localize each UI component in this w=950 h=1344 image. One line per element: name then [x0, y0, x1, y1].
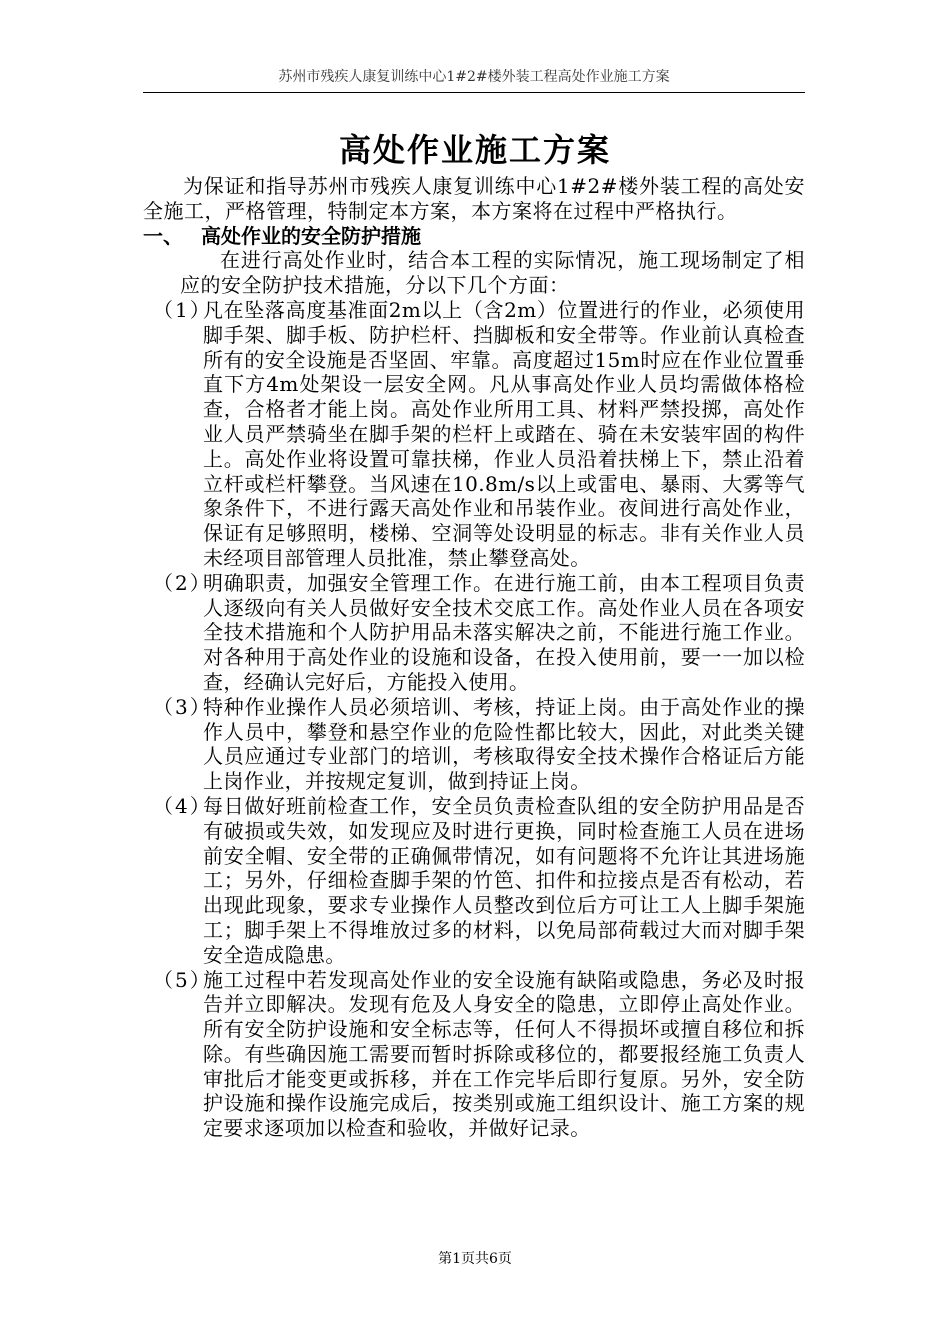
- section-number: 一、: [143, 223, 183, 248]
- item-marker: （5）: [153, 967, 212, 992]
- list-item: [143, 571, 805, 695]
- document-body: [143, 174, 805, 1141]
- page-header: 苏州市残疾人康复训练中心1#2#楼外装工程高处作业施工方案: [143, 66, 805, 93]
- item-text: 凡在坠落高度基准面2m以上（含2m）位置进行的作业，必须使用脚手架、脚手板、防护栏杆、挡脚板和安全带等。作业前认真检查所有的安全设施是否坚固、牢靠。高度超过15m时应在作业位置垂直下方4m处架设一层安全网。凡从事高处作业人员均需做体格检查，合格者才能上岗。高处作业所用工具、材料严禁投掷，高处作业人员严禁骑坐在脚手架的栏杆上或踏在、骑在未安装牢固的构件上。高处作业将设置可靠扶梯，作业人员沿着扶梯上下，禁止沿着立杆或栏杆攀登。当风速在10.8m/s以上或雷电、暴雨、大雾等气象条件下，不进行露天高处作业和吊装作业。夜间进行高处作业，保证有足够照明，楼梯、空洞等处设明显的标志。非有关作业人员未经项目部管理人员批准，禁止攀登高处。: [203, 297, 805, 570]
- item-text: 明确职责，加强安全管理工作。在进行施工前，由本工程项目负责人逐级向有关人员做好安全技术交底工作。高处作业人员在各项安全技术措施和个人防护用品未落实解决之前，不能进行施工作业。对各种用于高处作业的设施和设备，在投入使用前，要一一加以检查，经确认完好后，方能投入使用。: [203, 570, 805, 694]
- intro-paragraph: 为保证和指导苏州市残疾人康复训练中心1#2#楼外装工程的高处安全施工，严格管理，特制定本方案，本方案将在过程中严格执行。: [143, 174, 805, 223]
- list-item: [143, 794, 805, 968]
- list-item: [143, 298, 805, 571]
- item-text: 每日做好班前检查工作，安全员负责检查队组的安全防护用品是否有破损或失效，如发现应及时进行更换，同时检查施工人员在进场前安全帽、安全带的正确佩带情况，如有问题将不允许让其进场施工；另外，仔细检查脚手架的竹笆、扣件和拉接点是否有松动，若出现此现象，要求专业操作人员整改到位后方可让工人上脚手架施工；脚手架上不得堆放过多的材料，以免局部荷载过大而对脚手架安全造成隐患。: [203, 793, 805, 967]
- section-intro: 在进行高处作业时，结合本工程的实际情况，施工现场制定了相应的安全防护技术措施，分以下几个方面：: [180, 248, 805, 298]
- page-footer: 第1页共6页: [438, 1251, 512, 1267]
- section-title: 高处作业的安全防护措施: [201, 223, 421, 248]
- list-item: [143, 968, 805, 1142]
- item-marker: （1）: [153, 297, 212, 322]
- item-text: 特种作业操作人员必须培训、考核，持证上岗。由于高处作业的操作人员中，攀登和悬空作业的危险性都比较大，因此，对此类关键人员应通过专业部门的培训，考核取得安全技术操作合格证后方能上岗作业，并按规定复训，做到持证上岗。: [203, 694, 805, 794]
- list-item: [143, 695, 805, 794]
- item-marker: （2）: [153, 570, 212, 595]
- item-marker: （3）: [153, 694, 212, 719]
- item-marker: （4）: [153, 793, 212, 818]
- document-title: 高处作业施工方案: [338, 131, 611, 169]
- section-heading: [143, 224, 805, 249]
- item-text: 施工过程中若发现高处作业的安全设施有缺陷或隐患，务必及时报告并立即解决。发现有危及人身安全的隐患，立即停止高处作业。所有安全防护设施和安全标志等，任何人不得损坏或擅自移位和拆除。有些确因施工需要而暂时拆除或移位的，都要报经施工负责人审批后才能变更或拆移，并在工作完毕后即行复原。另外，安全防护设施和操作设施完成后，按类别或施工组织设计、施工方案的规定要求逐项加以检查和验收，并做好记录。: [203, 967, 805, 1141]
